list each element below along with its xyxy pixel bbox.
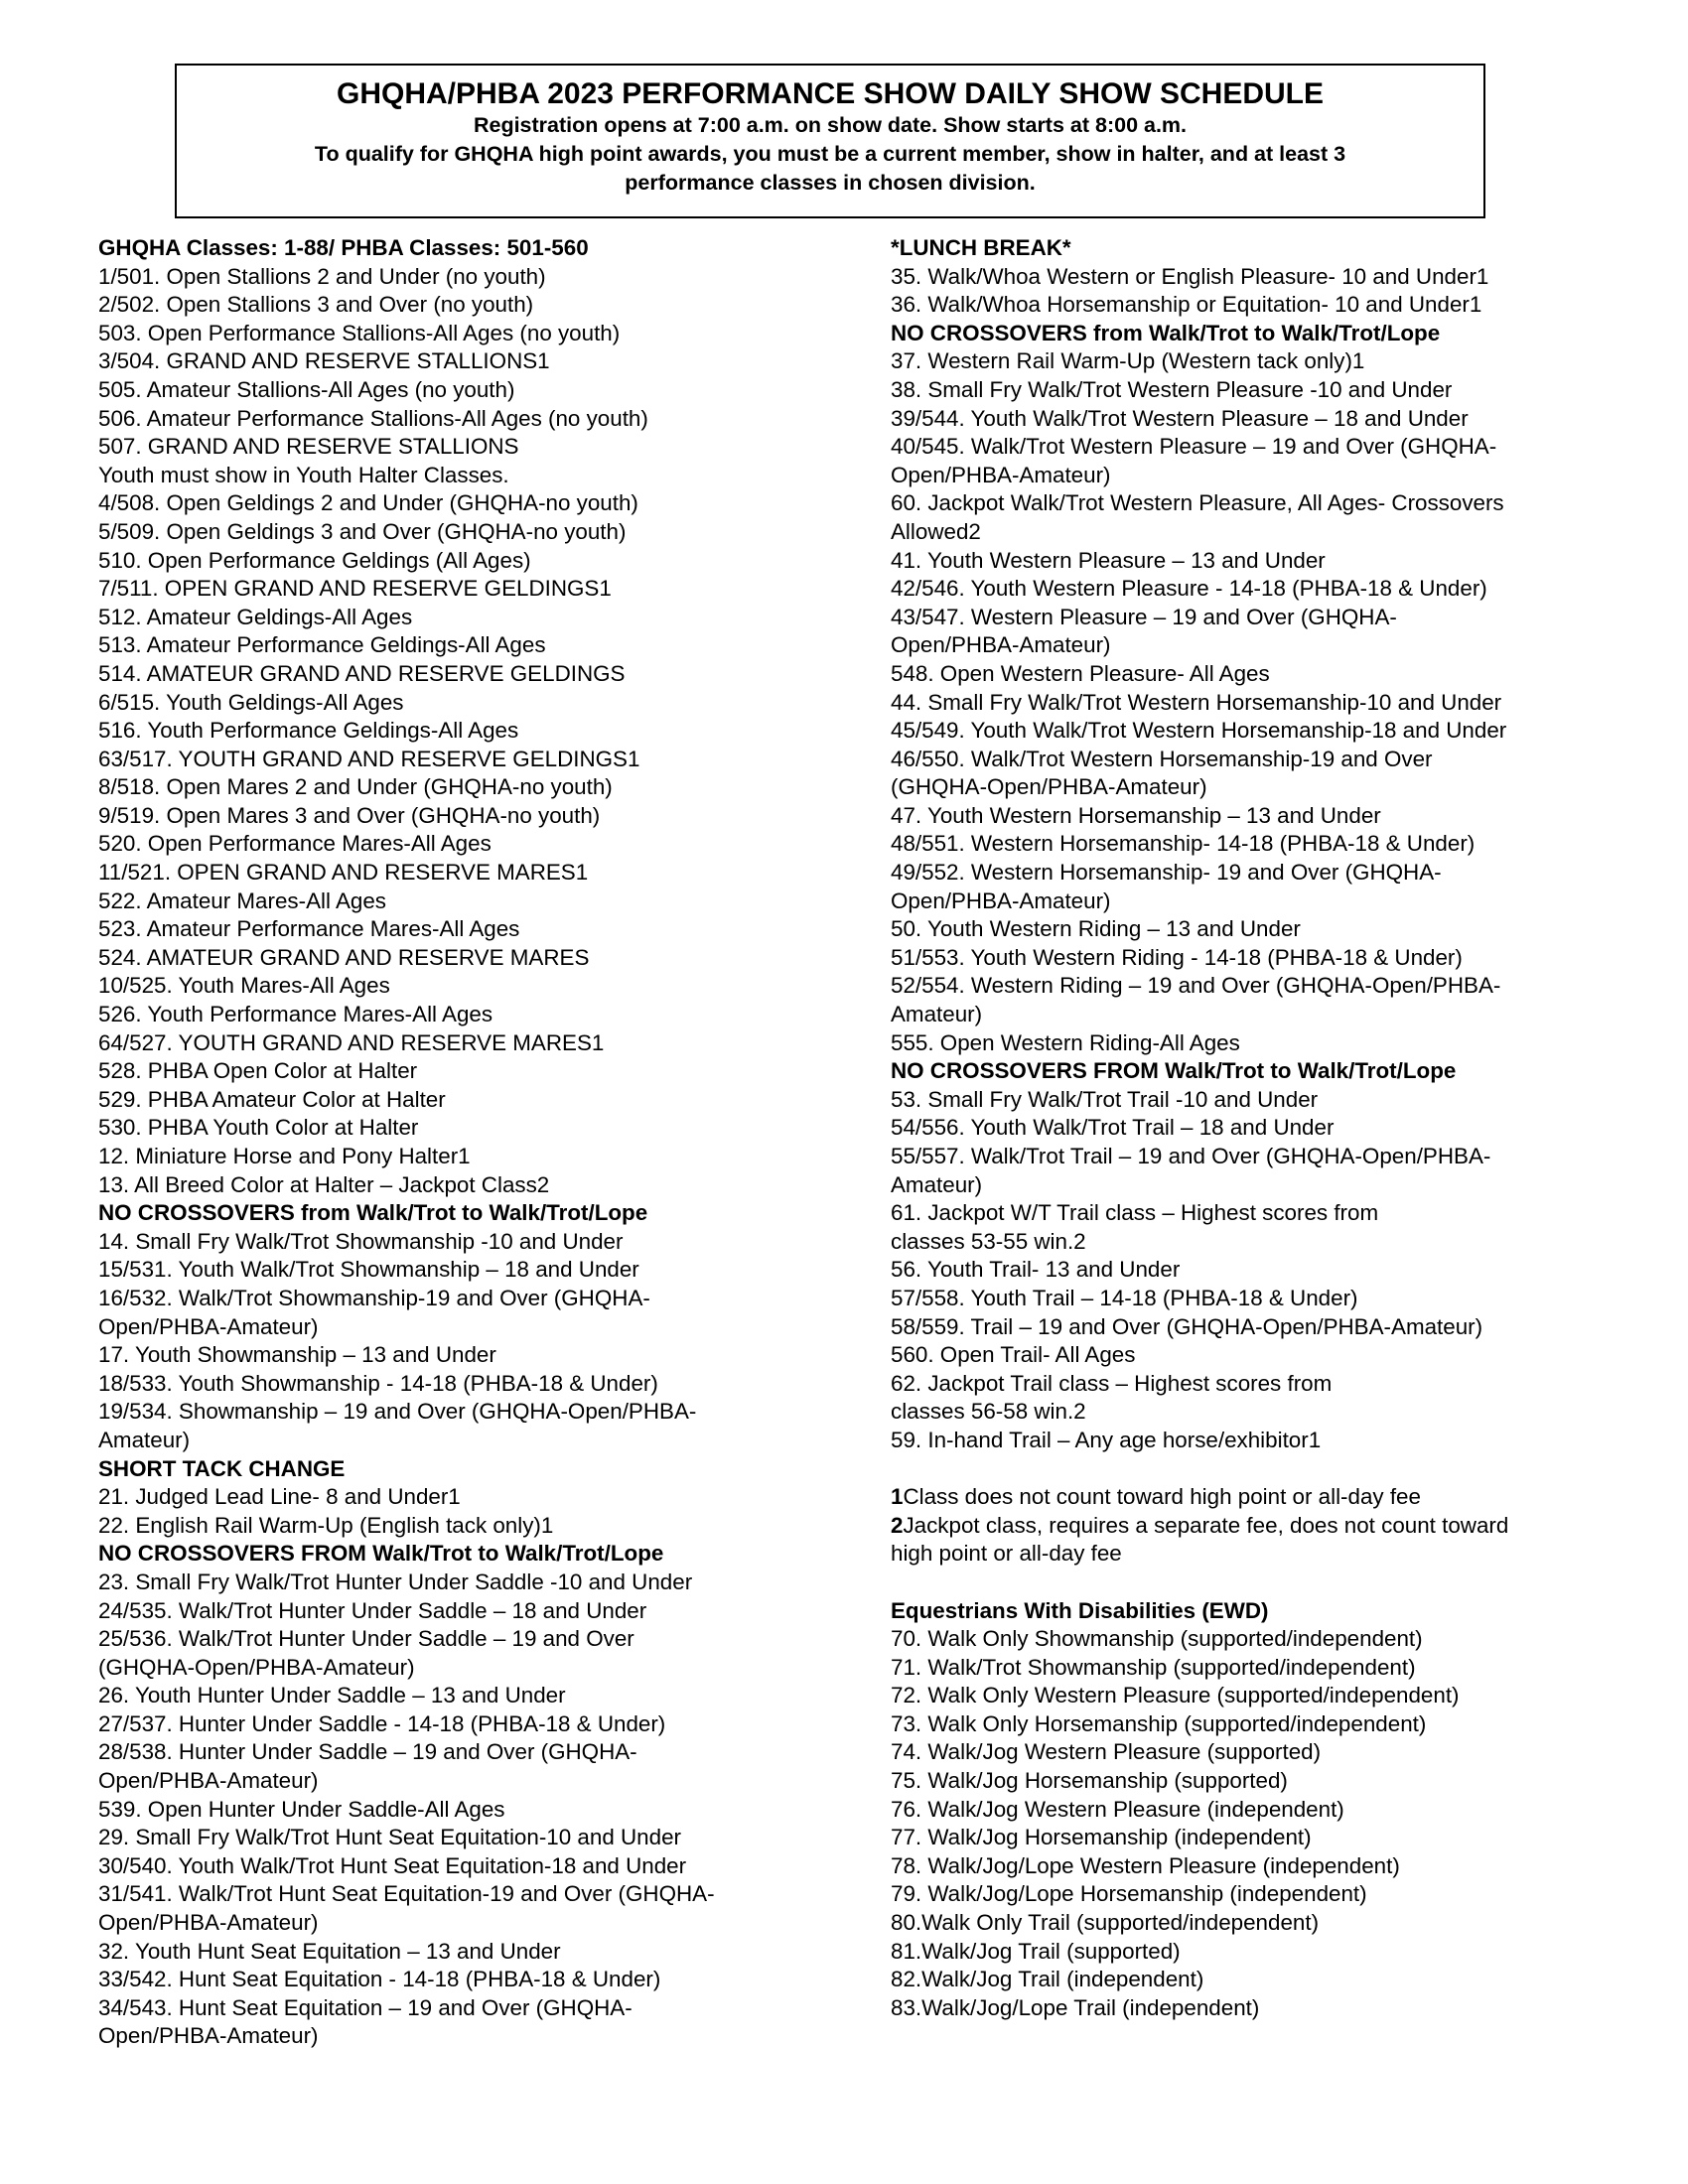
class-entry: 50. Youth Western Riding – 13 and Under — [891, 916, 1301, 942]
class-entry: 56. Youth Trail- 13 and Under — [891, 1257, 1181, 1283]
class-entry: 53. Small Fry Walk/Trot Trail -10 and Under — [891, 1086, 1319, 1112]
class-entry: 13. All Breed Color at Halter – Jackpot Class2 — [98, 1171, 550, 1197]
class-entry: Open/PHBA-Amateur) — [891, 462, 1111, 487]
class-entry: Open/PHBA-Amateur) — [98, 1313, 319, 1339]
class-entry: 60. Jackpot Walk/Trot Western Pleasure, All Ages- Crossovers — [891, 490, 1504, 516]
section-heading: Equestrians With Disabilities (EWD) — [891, 1597, 1269, 1623]
class-entry: 77. Walk/Jog Horsemanship (independent) — [891, 1825, 1312, 1850]
class-entry: 72. Walk Only Western Pleasure (supported/independent) — [891, 1683, 1460, 1708]
class-entry: 10/525. Youth Mares-All Ages — [98, 973, 390, 999]
class-entry: Amateur) — [891, 1002, 983, 1027]
class-entry: high point or all-day fee — [891, 1541, 1122, 1567]
class-entry: 83.Walk/Jog/Lope Trail (independent) — [891, 1994, 1260, 2020]
class-entry: 62. Jackpot Trail class – Highest scores from — [891, 1370, 1333, 1396]
class-entry: 38. Small Fry Walk/Trot Western Pleasure -10 and Under — [891, 376, 1453, 402]
class-entry: 48/551. Western Horsemanship- 14-18 (PHBA-18 & Under) — [891, 831, 1476, 857]
class-entry: classes 53-55 win.2 — [891, 1228, 1086, 1254]
class-entry: 55/557. Walk/Trot Trail – 19 and Over (GHQHA-Open/PHBA- — [891, 1144, 1491, 1168]
class-entry: 34/543. Hunt Seat Equitation – 19 and Over (GHQHA- — [98, 1994, 633, 2020]
class-entry: 76. Walk/Jog Western Pleasure (independent) — [891, 1796, 1344, 1822]
class-entry: 7/511. OPEN GRAND AND RESERVE GELDINGS1 — [98, 576, 612, 602]
class-entry: Open/PHBA-Amateur) — [98, 1768, 319, 1794]
class-entry: (GHQHA-Open/PHBA-Amateur) — [98, 1654, 415, 1680]
class-entry: 1/501. Open Stallions 2 and Under (no youth) — [98, 263, 546, 289]
class-entry: 35. Walk/Whoa Western or English Pleasure- 10 and Under1 — [891, 263, 1489, 289]
class-entry: 523. Amateur Performance Mares-All Ages — [98, 916, 520, 942]
spacer — [891, 1569, 1596, 1597]
class-entry: 18/533. Youth Showmanship - 14-18 (PHBA-18 & Under) — [98, 1370, 658, 1396]
class-entry: 80.Walk Only Trail (supported/independent) — [891, 1910, 1320, 1936]
class-entry: Open/PHBA-Amateur) — [98, 2023, 319, 2049]
class-entry: 8/518. Open Mares 2 and Under (GHQHA-no youth) — [98, 774, 613, 800]
class-entry: 52/554. Western Riding – 19 and Over (GHQHA-Open/PHBA- — [891, 973, 1501, 999]
class-entry: 73. Walk Only Horsemanship (supported/independent) — [891, 1710, 1427, 1736]
spacer — [891, 1455, 1596, 1484]
section-heading: SHORT TACK CHANGE — [98, 1455, 346, 1481]
class-entry: 539. Open Hunter Under Saddle-All Ages — [98, 1796, 505, 1822]
class-entry: 31/541. Walk/Trot Hunt Seat Equitation-19 and Over (GHQHA- — [98, 1881, 715, 1907]
class-entry: 82.Walk/Jog Trail (independent) — [891, 1967, 1204, 1992]
class-entry: Allowed2 — [891, 518, 981, 544]
section-heading: NO CROSSOVERS FROM Walk/Trot to Walk/Trot/Lope — [98, 1541, 664, 1567]
footnote-text: Jackpot class, requires a separate fee, does not count toward — [903, 1512, 1509, 1538]
class-entry: 39/544. Youth Walk/Trot Western Pleasure – 18 and Under — [891, 405, 1469, 431]
class-entry: 555. Open Western Riding-All Ages — [891, 1029, 1240, 1055]
class-entry: 46/550. Walk/Trot Western Horsemanship-19 and Over — [891, 746, 1433, 771]
class-entry: 40/545. Walk/Trot Western Pleasure – 19 and Over (GHQHA- — [891, 434, 1497, 460]
class-entry: 506. Amateur Performance Stallions-All Ages (no youth) — [98, 405, 648, 431]
class-entry: 64/527. YOUTH GRAND AND RESERVE MARES1 — [98, 1029, 605, 1055]
section-heading: NO CROSSOVERS from Walk/Trot to Walk/Trot/Lope — [891, 320, 1441, 345]
section-heading: *LUNCH BREAK* — [891, 235, 1071, 260]
footnote — [891, 1512, 1596, 1541]
class-entry: 530. PHBA Youth Color at Halter — [98, 1115, 419, 1141]
class-entry: 45/549. Youth Walk/Trot Western Horsemanship-18 and Under — [891, 718, 1507, 744]
class-entry: 58/559. Trail – 19 and Over (GHQHA-Open/PHBA-Amateur) — [891, 1313, 1483, 1339]
class-entry: classes 56-58 win.2 — [891, 1399, 1086, 1425]
qualification-note-line-2: performance classes in chosen division. — [625, 171, 1036, 195]
class-entry: 513. Amateur Performance Geldings-All Ages — [98, 632, 546, 658]
class-entry: 42/546. Youth Western Pleasure - 14-18 (PHBA-18 & Under) — [891, 576, 1487, 602]
class-entry: 12. Miniature Horse and Pony Halter1 — [98, 1144, 471, 1168]
page-title: GHQHA/PHBA 2023 PERFORMANCE SHOW DAILY SHOW SCHEDULE — [336, 77, 1324, 110]
class-entry: 44. Small Fry Walk/Trot Western Horsemanship-10 and Under — [891, 689, 1502, 715]
class-entry: 21. Judged Lead Line- 8 and Under1 — [98, 1484, 461, 1510]
class-entry: (GHQHA-Open/PHBA-Amateur) — [891, 774, 1207, 800]
class-entry: 526. Youth Performance Mares-All Ages — [98, 1002, 493, 1027]
class-entry: 54/556. Youth Walk/Trot Trail – 18 and Under — [891, 1115, 1335, 1141]
class-entry: 81.Walk/Jog Trail (supported) — [891, 1938, 1181, 1964]
class-entry: 510. Open Performance Geldings (All Ages) — [98, 547, 531, 573]
class-entry: 4/508. Open Geldings 2 and Under (GHQHA-no youth) — [98, 490, 638, 516]
left-column — [98, 234, 793, 2051]
class-entry: Amateur) — [891, 1171, 983, 1197]
class-entry: 36. Walk/Whoa Horsemanship or Equitation- 10 and Under1 — [891, 292, 1482, 318]
class-entry: 6/515. Youth Geldings-All Ages — [98, 689, 404, 715]
class-entry: 507. GRAND AND RESERVE STALLIONS — [98, 434, 519, 460]
class-entry: 47. Youth Western Horsemanship – 13 and Under — [891, 802, 1381, 828]
class-entry: 28/538. Hunter Under Saddle – 19 and Over (GHQHA- — [98, 1739, 637, 1765]
right-column — [891, 234, 1596, 2022]
class-entry: 548. Open Western Pleasure- All Ages — [891, 660, 1270, 686]
class-entry: 528. PHBA Open Color at Halter — [98, 1058, 418, 1084]
class-entry: 23. Small Fry Walk/Trot Hunter Under Saddle -10 and Under — [98, 1569, 693, 1594]
class-entry: 11/521. OPEN GRAND AND RESERVE MARES1 — [98, 860, 589, 886]
class-entry: 19/534. Showmanship – 19 and Over (GHQHA-Open/PHBA- — [98, 1399, 697, 1425]
class-entry: 25/536. Walk/Trot Hunter Under Saddle – 19 and Over — [98, 1626, 634, 1652]
class-entry: 57/558. Youth Trail – 14-18 (PHBA-18 & Under) — [891, 1285, 1358, 1310]
class-entry: 15/531. Youth Walk/Trot Showmanship – 18 and Under — [98, 1257, 639, 1283]
registration-note: Registration opens at 7:00 a.m. on show date. Show starts at 8:00 a.m. — [473, 113, 1188, 137]
class-entry: 63/517. YOUTH GRAND AND RESERVE GELDINGS1 — [98, 746, 640, 771]
class-entry: 22. English Rail Warm-Up (English tack only)1 — [98, 1512, 554, 1538]
class-entry: 37. Western Rail Warm-Up (Western tack only)1 — [891, 348, 1365, 374]
class-entry: 79. Walk/Jog/Lope Horsemanship (independent) — [891, 1881, 1367, 1907]
section-heading: NO CROSSOVERS FROM Walk/Trot to Walk/Trot/Lope — [891, 1058, 1457, 1084]
class-entry: 71. Walk/Trot Showmanship (supported/independent) — [891, 1654, 1416, 1680]
class-entry: Open/PHBA-Amateur) — [98, 1910, 319, 1936]
class-entry: 49/552. Western Horsemanship- 19 and Over (GHQHA- — [891, 860, 1442, 886]
class-entry: 505. Amateur Stallions-All Ages (no youth) — [98, 376, 515, 402]
class-entry: 14. Small Fry Walk/Trot Showmanship -10 and Under — [98, 1228, 624, 1254]
class-entry: 5/509. Open Geldings 3 and Over (GHQHA-no youth) — [98, 518, 627, 544]
class-entry: 520. Open Performance Mares-All Ages — [98, 831, 492, 857]
class-entry: Open/PHBA-Amateur) — [891, 887, 1111, 913]
class-entry: 61. Jackpot W/T Trail class – Highest scores from — [891, 1200, 1379, 1226]
section-heading: NO CROSSOVERS from Walk/Trot to Walk/Trot/Lope — [98, 1200, 648, 1226]
qualification-note-line-1: To qualify for GHQHA high point awards, you must be a current member, show in halter, and at least 3 — [314, 142, 1346, 166]
class-entry: 516. Youth Performance Geldings-All Ages — [98, 718, 519, 744]
class-entry: 27/537. Hunter Under Saddle - 14-18 (PHBA-18 & Under) — [98, 1710, 666, 1736]
class-entry: 74. Walk/Jog Western Pleasure (supported) — [891, 1739, 1322, 1765]
class-entry: 9/519. Open Mares 3 and Over (GHQHA-no youth) — [98, 802, 601, 828]
class-entry: 75. Walk/Jog Horsemanship (supported) — [891, 1768, 1288, 1794]
class-entry: 560. Open Trail- All Ages — [891, 1342, 1136, 1368]
class-entry: 503. Open Performance Stallions-All Ages (no youth) — [98, 320, 621, 345]
section-heading: GHQHA Classes: 1-88/ PHBA Classes: 501-560 — [98, 235, 589, 260]
class-entry: 529. PHBA Amateur Color at Halter — [98, 1086, 446, 1112]
class-entry: 2/502. Open Stallions 3 and Over (no youth) — [98, 292, 534, 318]
footnote-number: 2 — [891, 1512, 904, 1538]
class-entry: 26. Youth Hunter Under Saddle – 13 and Under — [98, 1683, 566, 1708]
class-entry: 78. Walk/Jog/Lope Western Pleasure (independent) — [891, 1852, 1400, 1878]
class-entry: 524. AMATEUR GRAND AND RESERVE MARES — [98, 944, 590, 970]
class-entry: 522. Amateur Mares-All Ages — [98, 887, 386, 913]
footnote-number: 1 — [891, 1484, 904, 1510]
class-entry: 33/542. Hunt Seat Equitation - 14-18 (PHBA-18 & Under) — [98, 1967, 661, 1992]
class-entry: Amateur) — [98, 1427, 191, 1452]
class-entry: Youth must show in Youth Halter Classes. — [98, 462, 509, 487]
class-entry: 512. Amateur Geldings-All Ages — [98, 604, 413, 629]
class-entry: Open/PHBA-Amateur) — [891, 632, 1111, 658]
class-entry: 59. In-hand Trail – Any age horse/exhibitor1 — [891, 1427, 1322, 1452]
class-entry: 16/532. Walk/Trot Showmanship-19 and Over (GHQHA- — [98, 1285, 650, 1310]
footnote-text: Class does not count toward high point or all-day fee — [903, 1484, 1421, 1510]
header-box — [175, 64, 1485, 218]
class-entry: 24/535. Walk/Trot Hunter Under Saddle – 18 and Under — [98, 1597, 647, 1623]
class-entry: 41. Youth Western Pleasure – 13 and Under — [891, 547, 1326, 573]
class-entry: 30/540. Youth Walk/Trot Hunt Seat Equitation-18 and Under — [98, 1852, 687, 1878]
class-entry: 514. AMATEUR GRAND AND RESERVE GELDINGS — [98, 660, 626, 686]
class-entry: 32. Youth Hunt Seat Equitation – 13 and Under — [98, 1938, 561, 1964]
footnote — [891, 1483, 1596, 1512]
class-entry: 70. Walk Only Showmanship (supported/independent) — [891, 1626, 1423, 1652]
class-entry: 29. Small Fry Walk/Trot Hunt Seat Equitation-10 and Under — [98, 1825, 681, 1850]
class-entry: 17. Youth Showmanship – 13 and Under — [98, 1342, 496, 1368]
class-entry: 51/553. Youth Western Riding - 14-18 (PHBA-18 & Under) — [891, 944, 1463, 970]
class-entry: 3/504. GRAND AND RESERVE STALLIONS1 — [98, 348, 550, 374]
class-entry: 43/547. Western Pleasure – 19 and Over (GHQHA- — [891, 604, 1397, 629]
